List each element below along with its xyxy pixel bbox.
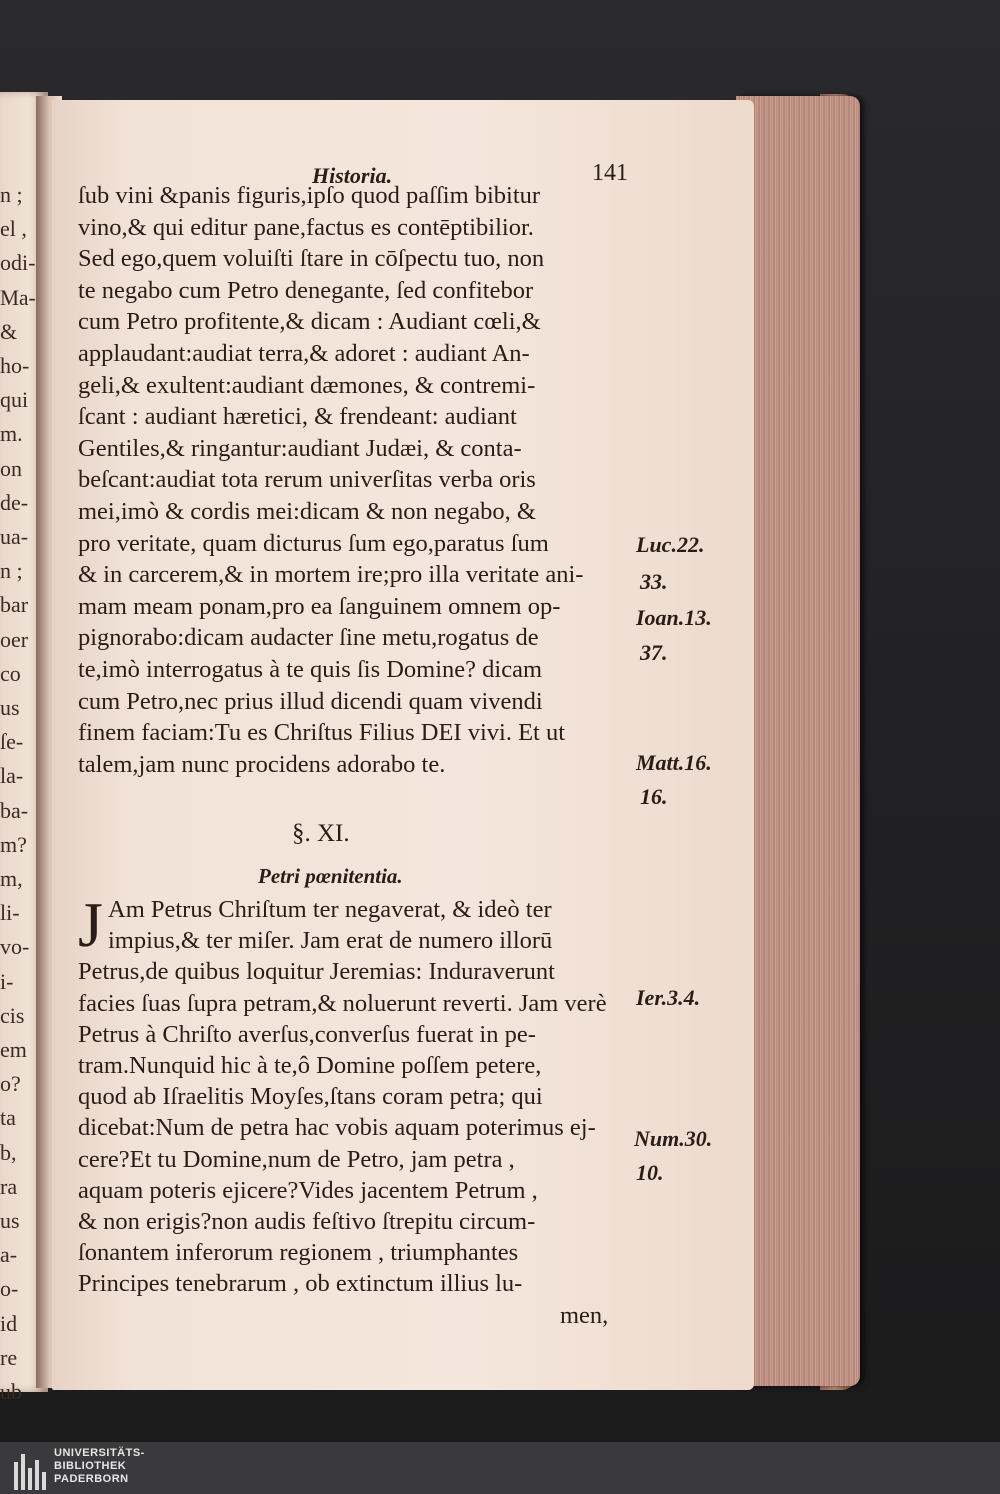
left-page-fragment: o?	[0, 1071, 21, 1097]
left-page-fragment: id	[0, 1310, 18, 1336]
text-line: aquam poteris ejicere?Vides jacentem Petrum ,	[78, 1176, 538, 1204]
drop-cap: J	[78, 889, 103, 960]
left-page-fragment: re	[0, 1344, 18, 1370]
text-line: mam meam ponam,pro ea ſanguinem omnem op-	[78, 592, 561, 620]
margin-note: Luc.22.	[636, 532, 705, 557]
text-line: beſcant:audiat tota rerum univerſitas verba oris	[78, 466, 536, 494]
page-block-edges	[736, 96, 860, 1386]
margin-note: 37.	[640, 640, 668, 665]
margin-note: 16.	[640, 784, 668, 809]
left-page-fragment: on	[0, 455, 22, 481]
left-page-fragment: us	[0, 695, 20, 720]
left-page-fragment: em	[0, 1037, 27, 1062]
left-page-fragment: Ma-	[0, 284, 36, 310]
left-page-fragment: cis	[0, 1002, 25, 1028]
text-line: cere?Et tu Domine,num de Petro, jam petra ,	[78, 1145, 515, 1173]
text-line: te negabo cum Petro denegante, ſed confitebor	[78, 276, 534, 304]
left-page-fragment: bar	[0, 592, 29, 618]
footer-line-2: BIBLIOTHEK	[54, 1460, 127, 1472]
left-page-fragment: b,	[0, 1139, 17, 1165]
text-line: quod ab Iſraelitis Moyſes,ſtans coram petra; qui	[78, 1083, 543, 1111]
running-head: Historia.	[312, 163, 393, 188]
left-page-fragment: ho-	[0, 353, 30, 378]
left-page-fragment: la-	[0, 763, 24, 789]
text-line: ſub vini &panis figuris,ipſo quod paſſim bibitur	[78, 182, 541, 209]
left-page-fragment: qui	[0, 387, 29, 413]
left-page-fragment: n ;	[0, 182, 23, 207]
margin-note: Num.30.	[634, 1126, 713, 1151]
left-page-fragment: li-	[0, 900, 20, 926]
left-page-fragment: vo-	[0, 934, 30, 960]
text-line: te,imò interrogatus à te quis ſis Domine? dicam	[78, 656, 543, 683]
text-line: impius,& ter miſer. Jam erat de numero illorū	[108, 927, 553, 955]
library-logo-icon	[14, 1446, 48, 1490]
text-line: pro veritate, quam dicturus ſum ego,paratus ſum	[78, 529, 549, 557]
margin-note: Ioan.13.	[636, 605, 712, 630]
left-page-fragment: a-	[0, 1242, 18, 1268]
text-line: Sed ego,quem voluiſti ſtare in cōſpectu tuo, non	[78, 245, 545, 273]
text-line: & in carcerem,& in mortem ire;pro illa veritate ani-	[78, 561, 584, 589]
left-page-fragment: co	[0, 660, 21, 686]
footer-line-1: UNIVERSITÄTS-	[54, 1447, 145, 1459]
text-line: dicebat:Num de petra hac vobis aquam poterimus ej-	[78, 1114, 596, 1142]
text-line: geli,& exultent:audiant dæmones, & contremi-	[78, 371, 536, 399]
section-title: Petri pœnitentia.	[258, 864, 403, 888]
left-page-fragment: oer	[0, 626, 29, 652]
text-line: tram.Nunquid hic à te,ô Domine poſſem petere,	[78, 1052, 542, 1079]
left-page-fragment: odi-	[0, 250, 36, 276]
section-number: §. XI.	[292, 820, 350, 847]
left-page-fragment: ua-	[0, 524, 29, 549]
text-line: Petrus à Chriſto averſus,converſus fuerat in pe-	[78, 1020, 536, 1048]
left-page-fragment: m?	[0, 831, 27, 857]
text-line: Gentiles,& ringantur:audiant Judæi, & conta-	[78, 434, 522, 462]
page-number: 141	[592, 160, 628, 186]
text-line: facies ſuas ſupra petram,& noluerunt reverti. Jam verè	[78, 989, 607, 1017]
left-page-fragment: ba-	[0, 797, 29, 823]
left-page-fragment: ub	[0, 1379, 22, 1404]
text-line: finem faciam:Tu es Chriſtus Filius DEI vivi. Et ut	[78, 719, 566, 747]
footer-bar	[0, 1442, 1000, 1494]
margin-note: 10.	[636, 1160, 664, 1185]
text-line: cum Petro,nec prius illud dicendi quam vivendi	[78, 687, 543, 715]
text-line: & non erigis?non audis feſtivo ſtrepitu circum-	[78, 1208, 536, 1235]
text-line: men,	[560, 1301, 609, 1329]
left-page-fragment: ſe-	[0, 729, 24, 755]
text-line: Am Petrus Chriſtum ter negaverat, & ideò ter	[108, 896, 552, 923]
left-page-fragment: ta	[0, 1105, 16, 1131]
text-line: vino,& qui editur pane,factus es contēptibilior.	[78, 213, 534, 241]
left-page-fragment: de-	[0, 489, 29, 515]
margin-note: 33.	[640, 569, 668, 594]
left-page-fragment: ra	[0, 1173, 18, 1199]
text-line: applaudant:audiat terra,& adoret : audiant An-	[78, 340, 530, 367]
text-line: talem,jam nunc procidens adorabo te.	[78, 750, 446, 778]
text-line: ſonantem inferorum regionem , triumphantes	[78, 1239, 519, 1267]
left-page-fragment: i-	[0, 968, 14, 994]
left-page-fragment: el ,	[0, 216, 27, 242]
left-page-fragment: m,	[0, 866, 23, 891]
margin-note: Ier.3.4.	[636, 985, 701, 1010]
text-line: ſcant : audiant hæretici, & frendeant: audiant	[78, 403, 517, 431]
margin-note: Matt.16.	[636, 750, 712, 775]
left-page-fragment: n ;	[0, 558, 23, 584]
left-page-fragment: &	[0, 318, 18, 344]
footer-line-3: PADERBORN	[54, 1473, 129, 1485]
text-line: Principes tenebrarum , ob extinctum illius lu-	[78, 1270, 523, 1298]
text-line: cum Petro profitente,& dicam : Audiant cœli,&	[78, 308, 541, 336]
text-line: Petrus,de quibus loquitur Jeremias: Induraverunt	[78, 958, 555, 986]
text-line: pignorabo:dicam audacter ſine metu,rogatus de	[78, 624, 539, 652]
left-page-fragment: m.	[0, 421, 23, 447]
text-line: mei,imò & cordis mei:dicam & non negabo, &	[78, 498, 536, 525]
left-page-fragment: o-	[0, 1276, 19, 1302]
left-page-fragment: us	[0, 1208, 20, 1233]
